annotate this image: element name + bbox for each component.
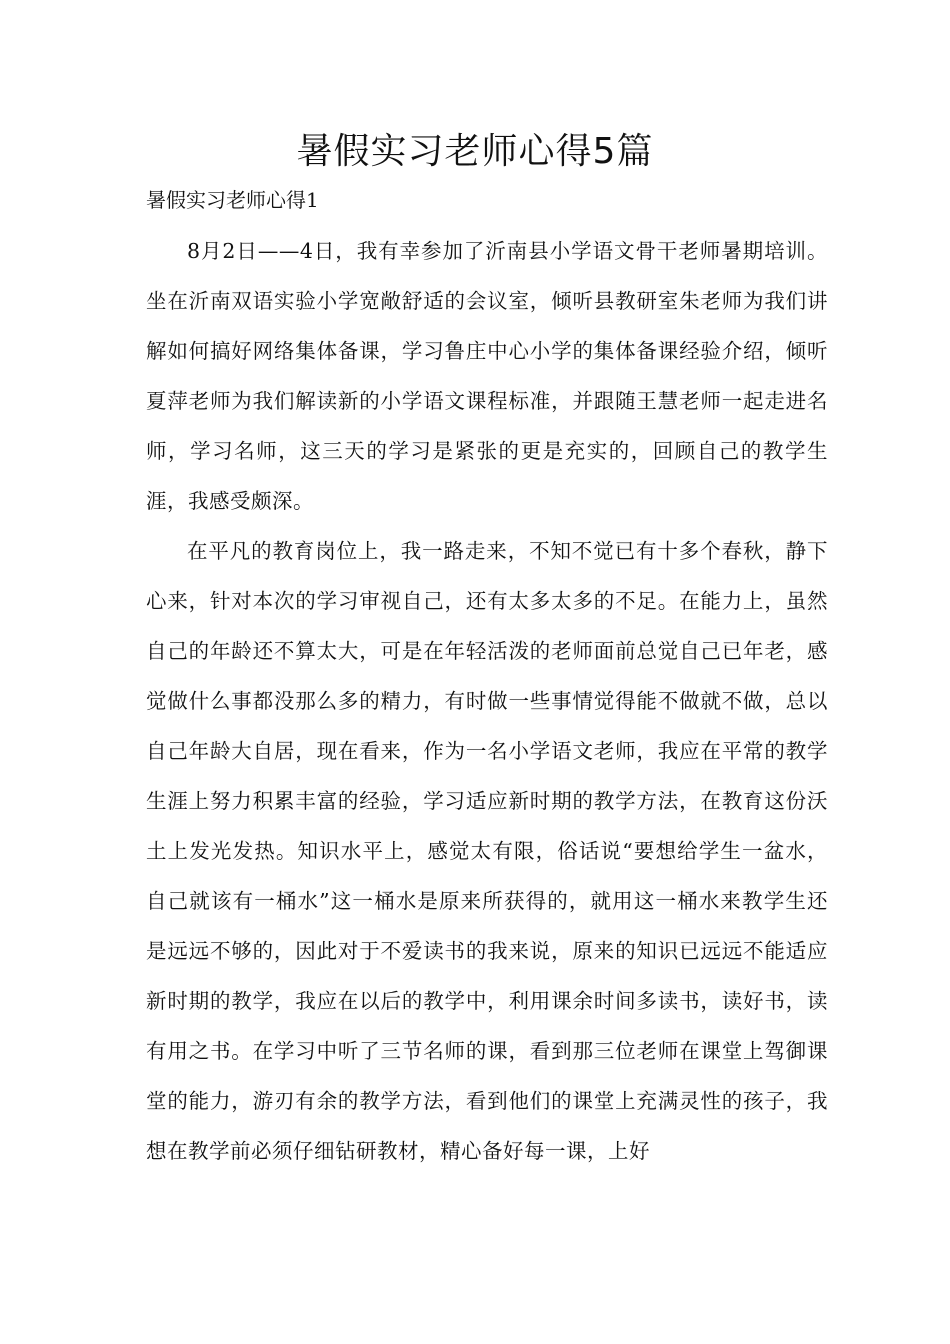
document-title: 暑假实习老师心得5篇 <box>296 131 654 172</box>
paragraph: 在平凡的教育岗位上，我一路走来，不知不觉已有十多个春秋，静下心来，针对本次的学习审视自己，还有太多太多的不足。在能力上，虽然自己的年龄还不算太大，可是在年轻活泼的老师面前总觉自己已年老，感觉做什么事都没那么多的精力，有时做一些事情觉得能不做就不做，总以自己年龄大自居，现在看来，作为一名小学语文老师，我应在平常的教学生涯上努力积累丰富的经验，学习适应新时期的教学方法，在教育这份沃土上发光发热。知识水平上，感觉太有限，俗话说“要想给学生一盆水，自己就该有一桶水”这一桶水是原来所获得的，就用这一桶水来教学生还是远远不够的，因此对于不爱读书的我来说，原来的知识已远远不能适应新时期的教学，我应在以后的教学中，利用课余时间多读书，读好书，读有用之书。在学习中听了三节名师的课，看到那三位老师在课堂上驾御课堂的能力，游刃有余的教学方法，看到他们的课堂上充满灵性的孩子，我想在教学前必须仔细钻研教材，精心备好每一课，上好 <box>146 539 828 1163</box>
paragraph-block-1 <box>146 226 828 526</box>
section-heading: 暑假实习老师心得1 <box>146 188 319 212</box>
paragraph-block-2 <box>146 526 828 1176</box>
paragraph: 8月2日——4日，我有幸参加了沂南县小学语文骨干老师暑期培训。坐在沂南双语实验小学宽敞舒适的会议室，倾听县教研室朱老师为我们讲解如何搞好网络集体备课，学习鲁庄中心小学的集体备课经验介绍，倾听夏萍老师为我们解读新的小学语文课程标准，并跟随王慧老师一起走进名师，学习名师，这三天的学习是紧张的更是充实的，回顾自己的教学生涯，我感受颇深。 <box>146 239 828 513</box>
